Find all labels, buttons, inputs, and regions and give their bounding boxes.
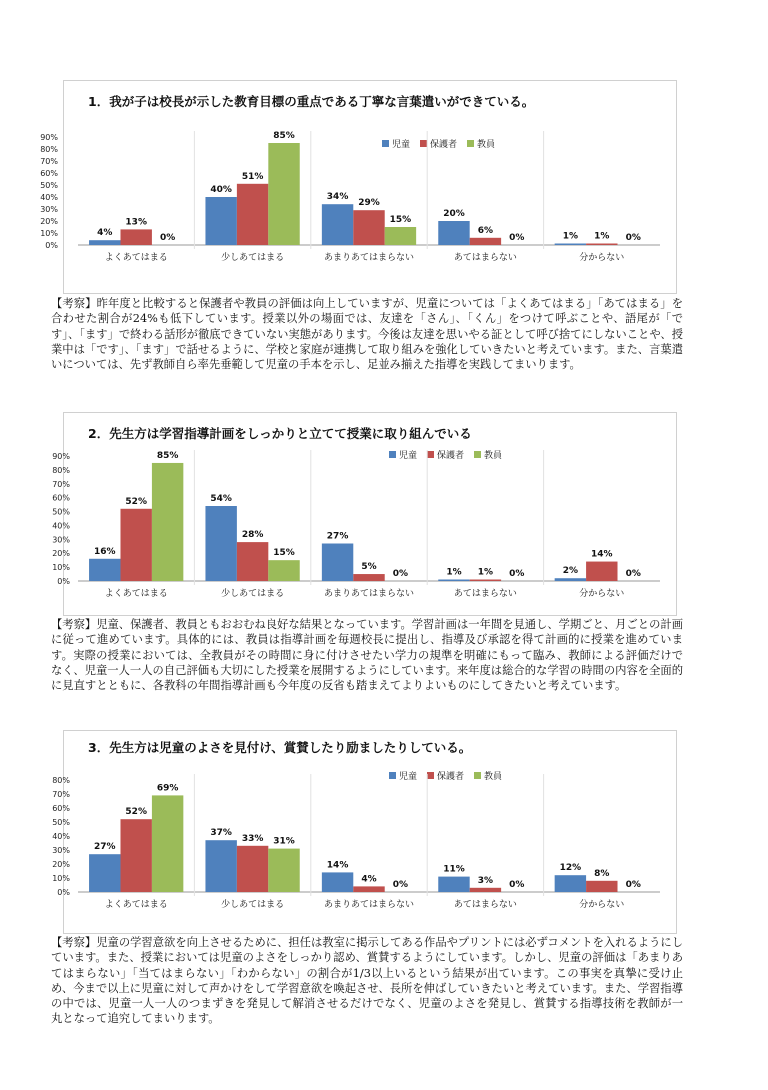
- data-label: 14%: [591, 549, 613, 560]
- y-tick-label: 20%: [52, 860, 70, 869]
- data-label: 13%: [125, 217, 147, 228]
- legend-item-teachers: 教員: [474, 448, 502, 461]
- bar-保護者: [120, 819, 151, 892]
- data-label: 14%: [326, 860, 349, 871]
- legend-item-parents: 保護者: [427, 448, 464, 461]
- data-label: 54%: [210, 494, 232, 504]
- data-label: 16%: [93, 546, 116, 557]
- chart-3-title: 3．先生方は児童のよさを見付け、賞賛したり励ましたりしている。: [88, 740, 472, 755]
- bar-児童: [555, 875, 586, 892]
- data-label: 29%: [358, 198, 380, 209]
- y-tick-label: 20%: [40, 217, 58, 226]
- note-3: 【考察】児童の学習意欲を向上させるために、担任は教室に掲示してある作品やプリントには必ずコメントを入れるようにしています。また、授業においては児童のよさをしっかり認め、賞賛するようにしています。しかし、児童の評価は「あまりあてはまらない」「当てはまらない」「わからない」の割合が1/3以上いるという結果が出ています。この事実を真摯に受け止め、今まで以上に児童に対して声かけをして学習意欲を喚起させ、長所を伸ばしていきたいと考えています。また、学習指導の中では、児童一人一人のつまずきを発見して解消させるだけでなく、児童のよさを発見し、賞賛する指導技術を教師が一丸となって追究してまいります。: [51, 936, 683, 1026]
- y-tick-label: 90%: [52, 452, 70, 461]
- data-label: 31%: [273, 836, 295, 847]
- bar-教員: [152, 795, 183, 892]
- bar-児童: [89, 854, 120, 892]
- data-label: 33%: [241, 833, 264, 844]
- y-tick-label: 0%: [45, 241, 58, 250]
- data-label: 2%: [562, 566, 579, 577]
- x-tick-label: あてはまらない: [453, 900, 517, 910]
- chart-1-title: 1．我が子は校長が示した教育目標の重点である丁寧な言葉遣いができている。: [88, 94, 535, 109]
- x-tick-label: あまりあてはまらない: [323, 253, 415, 263]
- data-label: 15%: [273, 548, 295, 559]
- bar-児童: [322, 872, 353, 892]
- data-label: 27%: [326, 531, 349, 542]
- y-tick-label: 80%: [52, 465, 70, 475]
- y-tick-label: 0%: [57, 577, 70, 586]
- bar-保護者: [237, 846, 268, 892]
- x-tick-label: あてはまらない: [453, 589, 517, 599]
- x-tick-label: 少しあてはまる: [221, 253, 285, 263]
- note-1: 【考察】昨年度と比較すると保護者や教員の評価は向上していますが、児童については「よくあてはまる」「あてはまる」を合わせた割合が24%も低下しています。授業以外の場面では、友達を「さん」、「くん」をつけて呼ぶことや、語尾が「です」、「ます」で終わる話形が徹底できていない実態があります。今後は友達を思いやる証として呼び捨てにしないことや、授業中は「です」、「ます」で話せるように、学校と家庭が連携して取り組みを強化していきたいと考えています。また、言葉遣いについては、先ず教師自ら率先垂範して児童の手本を示し、足並み揃えた指導を実践してまいります。: [51, 297, 683, 372]
- y-tick-label: 30%: [52, 846, 70, 855]
- y-tick-label: 30%: [52, 535, 70, 545]
- data-label: 11%: [443, 864, 465, 875]
- y-tick-label: 70%: [52, 479, 70, 489]
- x-tick-label: よくあてはまる: [104, 900, 168, 910]
- y-tick-label: 60%: [52, 804, 70, 813]
- data-label: 0%: [625, 880, 641, 890]
- x-tick-label: 分からない: [579, 589, 625, 599]
- data-label: 85%: [273, 131, 295, 141]
- bar-保護者: [353, 886, 384, 892]
- legend-item-parents: 保護者: [427, 769, 464, 782]
- y-tick-label: 40%: [40, 193, 58, 202]
- legend-item-children: 児童: [389, 448, 417, 461]
- x-tick-label: 少しあてはまる: [221, 589, 285, 599]
- data-label: 4%: [361, 874, 377, 885]
- legend-item-parents: 保護者: [420, 137, 457, 150]
- data-label: 51%: [241, 171, 264, 182]
- y-tick-label: 80%: [40, 145, 58, 154]
- bar-教員: [268, 849, 299, 892]
- y-tick-label: 20%: [52, 549, 70, 559]
- y-tick-label: 60%: [40, 169, 58, 178]
- y-tick-label: 10%: [40, 229, 58, 238]
- legend-item-teachers: 教員: [467, 137, 495, 150]
- x-tick-label: 少しあてはまる: [221, 900, 285, 910]
- y-tick-label: 40%: [52, 521, 70, 531]
- legend-item-children: 児童: [389, 769, 417, 782]
- y-tick-label: 30%: [40, 205, 58, 214]
- data-label: 6%: [477, 225, 494, 236]
- data-label: 27%: [93, 842, 116, 853]
- data-label: 1%: [477, 567, 494, 578]
- y-tick-label: 50%: [52, 818, 70, 827]
- data-label: 5%: [361, 562, 377, 573]
- data-label: 3%: [477, 875, 494, 886]
- legend-item-children: 児童: [382, 137, 410, 150]
- y-tick-label: 70%: [40, 157, 58, 166]
- data-label: 34%: [326, 192, 349, 203]
- note-2: 【考察】児童、保護者、教員ともおおむね良好な結果となっています。学習計画は一年間を見通し、学期ごと、月ごとの計画に従って進めています。具体的には、教員は指導計画を毎週校長に提出し、指導及び承認を得て計画的に授業を進めています。実際の授業においては、全教員がその時間に身に付けさせたい学力の規準を明確にもって臨み、教師による評価だけでなく、児童一人一人の自己評価も大切にした授業を展開するようにしています。来年度は総合的な学習の時間の内容を全面的に見直すとともに、各教科の年間指導計画も今年度の反省も踏まえてよりよいものにしてきたいと考えています。: [51, 618, 683, 693]
- data-label: 0%: [509, 880, 525, 890]
- data-label: 37%: [210, 828, 232, 839]
- bar-児童: [205, 840, 236, 892]
- data-label: 28%: [241, 530, 264, 541]
- legend-item-teachers: 教員: [474, 769, 502, 782]
- y-tick-label: 90%: [40, 133, 58, 142]
- data-label: 8%: [594, 868, 610, 879]
- x-tick-label: よくあてはまる: [104, 253, 168, 263]
- data-label: 0%: [509, 233, 525, 243]
- data-label: 0%: [509, 569, 525, 579]
- data-label: 0%: [159, 233, 176, 243]
- data-label: 1%: [562, 231, 579, 242]
- y-tick-label: 50%: [52, 507, 70, 517]
- data-label: 20%: [443, 209, 465, 219]
- data-label: 52%: [125, 807, 147, 818]
- x-tick-label: あまりあてはまらない: [323, 589, 415, 599]
- x-tick-label: あてはまらない: [453, 253, 517, 263]
- data-label: 69%: [156, 783, 179, 794]
- y-tick-label: 70%: [52, 790, 70, 799]
- bar-児童: [438, 877, 469, 892]
- data-label: 40%: [210, 185, 232, 195]
- x-tick-label: 分からない: [579, 253, 625, 263]
- y-tick-label: 50%: [40, 181, 58, 190]
- y-tick-label: 10%: [52, 874, 70, 883]
- y-tick-label: 80%: [52, 776, 70, 785]
- data-label: 0%: [392, 569, 409, 579]
- chart-2-title: 2．先生方は学習指導計画をしっかりと立てて授業に取り組んでいる: [88, 426, 472, 441]
- y-tick-label: 60%: [52, 493, 70, 503]
- x-tick-label: よくあてはまる: [104, 589, 168, 599]
- data-label: 52%: [125, 496, 147, 507]
- data-label: 4%: [97, 228, 113, 239]
- data-label: 15%: [389, 215, 412, 225]
- data-label: 0%: [392, 880, 409, 890]
- data-label: 12%: [559, 863, 582, 874]
- bar-保護者: [470, 888, 501, 892]
- x-tick-label: 分からない: [579, 900, 625, 910]
- y-tick-label: 40%: [52, 832, 70, 841]
- y-tick-label: 0%: [57, 888, 70, 897]
- data-label: 0%: [625, 233, 641, 243]
- y-tick-label: 10%: [52, 563, 70, 573]
- data-label: 85%: [156, 450, 179, 461]
- bar-保護者: [586, 881, 617, 892]
- data-label: 0%: [625, 569, 641, 579]
- data-label: 1%: [446, 567, 462, 578]
- data-label: 1%: [594, 231, 610, 242]
- x-tick-label: あまりあてはまらない: [323, 900, 415, 910]
